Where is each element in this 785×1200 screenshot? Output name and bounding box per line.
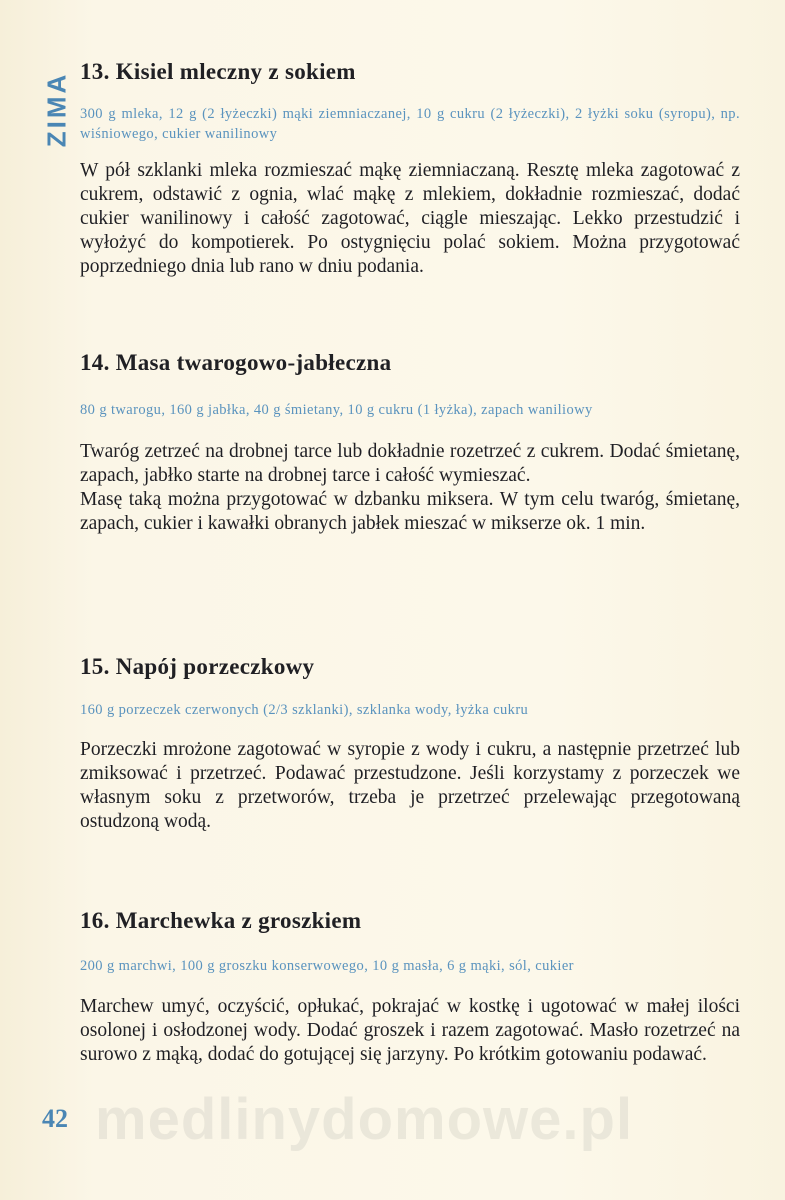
recipe-instructions: Porzeczki mrożone zagotować w syropie z wody i cukru, a następnie przetrzeć lub zmiksować i przetrzeć. Podawać przestudzone. Jeśli korzystamy z porzeczek we własnym soku z przetworów, trzeba je przetrzeć przelewając przegotowaną ostudzoną wodą. — [80, 739, 740, 832]
recipe-ingredients: 160 g porzeczek czerwonych (2/3 szklanki), szklanka wody, łyżka cukru — [80, 702, 529, 718]
recipe-15 — [80, 653, 740, 834]
watermark: medlinydomowe.pl — [95, 1087, 634, 1152]
recipe-14 — [80, 349, 740, 536]
recipe-title: 15. Napój porzeczkowy — [80, 654, 315, 679]
recipe-instructions-extra: Masę taką można przygotować w dzbanku miksera. W tym celu twaróg, śmietanę, zapach, cukier i kawałki obranych jabłek mieszać w mikserze ok. 1 min. — [80, 489, 740, 534]
recipe-instructions: Twaróg zetrzeć na drobnej tarce lub dokładnie rozetrzeć z cukrem. Dodać śmietanę, zapach, jabłko starte na drobnej tarce i całość wymieszać. — [80, 441, 740, 486]
recipe-title: 13. Kisiel mleczny z sokiem — [80, 59, 356, 84]
recipe-title: 16. Marchewka z groszkiem — [80, 908, 362, 933]
recipe-instructions: W pół szklanki mleka rozmieszać mąkę ziemniaczaną. Resztę mleka zagotować z cukrem, odstawić z ognia, wlać mąkę z mlekiem, dokładnie rozmieszać, dodać cukier wanilinowy i całość zagotować, ciągle mieszając. Lekko przestudzić i wyłożyć do kompotierek. Po ostygnięciu polać sokiem. Można przygotować poprzedniego dnia lub rano w dniu podania. — [80, 160, 740, 277]
section-tab — [42, 62, 72, 156]
recipe-13 — [80, 58, 740, 279]
recipe-instructions: Marchew umyć, oczyścić, opłukać, pokrajać w kostkę i ugotować w małej ilości osolonej i osłodzonej wody. Dodać groszek i razem zagotować. Masło rozetrzeć na surowo z mąką, dodać do gotującej się jarzyny. Po krótkim gotowaniu podawać. — [80, 996, 740, 1065]
section-tab-label: ZIMA — [41, 71, 72, 147]
recipe-title: 14. Masa twarogowo-jabłeczna — [80, 350, 392, 375]
recipe-ingredients: 80 g twarogu, 160 g jabłka, 40 g śmietany, 10 g cukru (1 łyżka), zapach waniliowy — [80, 402, 593, 418]
recipe-ingredients: 300 g mleka, 12 g (2 łyżeczki) mąki ziemniaczanej, 10 g cukru (2 łyżeczki), 2 łyżki soku (syropu), np. wiśniowego, cukier wanilinowy — [80, 106, 740, 142]
recipe-ingredients: 200 g marchwi, 100 g groszku konserwowego, 10 g masła, 6 g mąki, sól, cukier — [80, 958, 574, 974]
recipe-16 — [80, 907, 740, 1067]
page-number: 42 — [42, 1104, 68, 1133]
